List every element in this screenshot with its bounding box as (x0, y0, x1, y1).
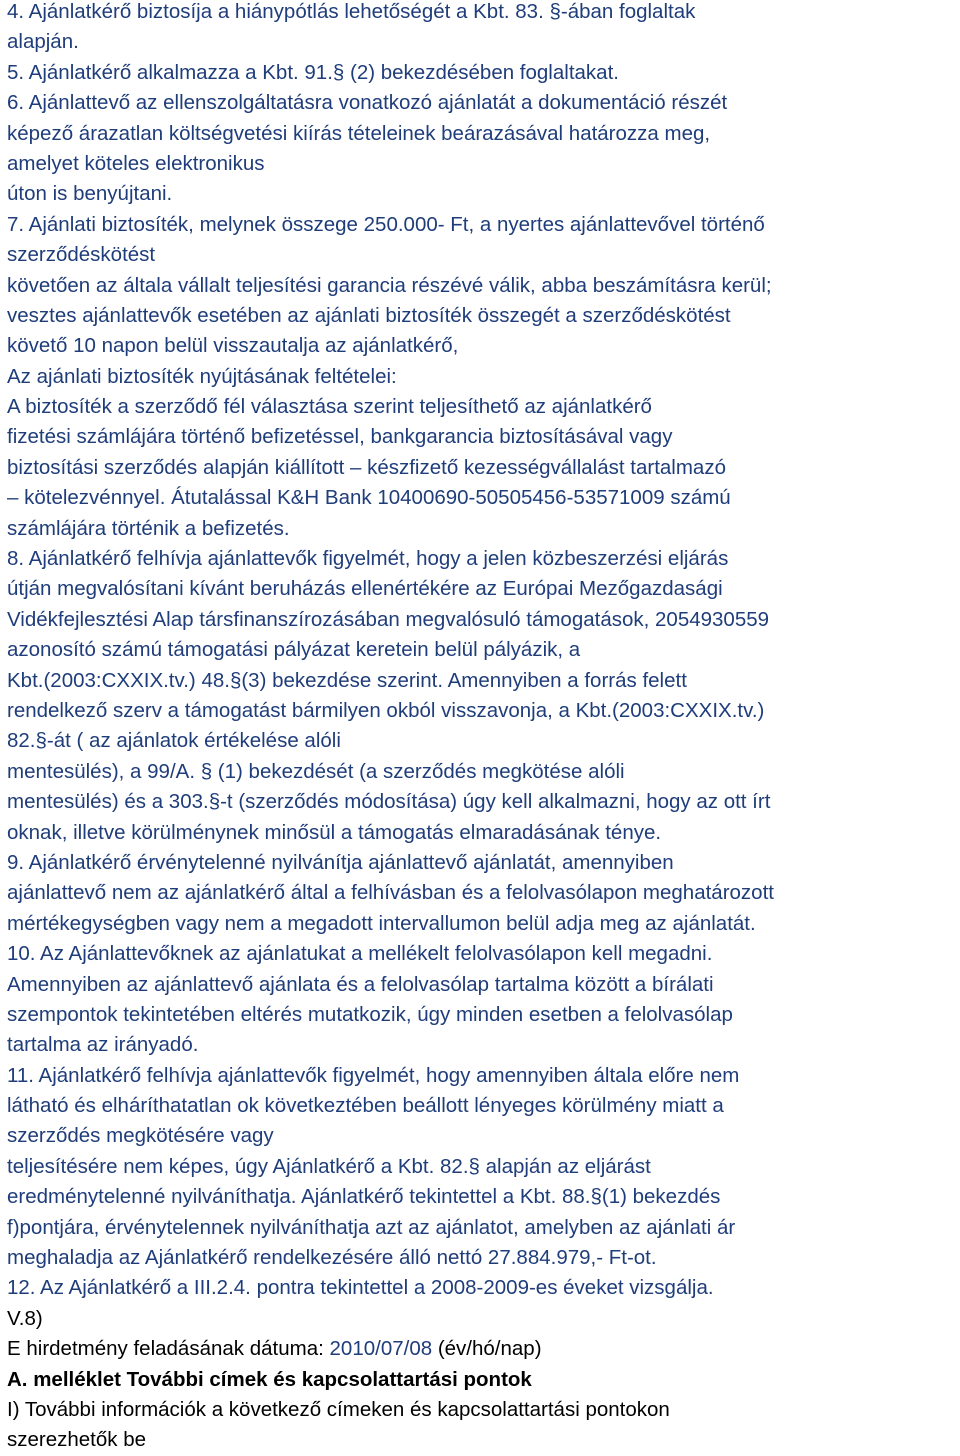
dispatch-date-label: E hirdetmény feladásának dátuma: (7, 1337, 324, 1361)
text-line: útján megvalósítani kívánt beruházás ellenértékére az Európai Mezőgazdasági (7, 577, 723, 601)
text-line: képező árazatlan költségvetési kiírás tételeinek beárazásával határozza meg, (7, 121, 711, 145)
annex-info-line-continued: szerezhetők be (7, 1428, 147, 1452)
text-line: szempontok tekintetében eltérés mutatkozik, úgy minden esetben a felolvasólap (7, 1002, 733, 1026)
text-line: 8. Ajánlatkérő felhívja ajánlattevők figyelmét, hogy a jelen közbeszerzési eljárás (7, 547, 729, 571)
text-line: azonosító számú támogatási pályázat keretein belül pályázik, a (7, 638, 581, 662)
text-line: 82.§-át ( az ajánlatok értékelése alóli (7, 729, 341, 753)
text-line: mértékegységben vagy nem a megadott intervallumon belül adja meg az ajánlatát. (7, 911, 756, 935)
dispatch-date-line (7, 1334, 959, 1364)
text-line: szerződéskötést (7, 243, 156, 267)
text-line: f)pontjára, érvénytelennek nyilváníthatja azt az ajánlatot, amelyben az ajánlati ár (7, 1215, 736, 1239)
text-line: amelyet köteles elektronikus (7, 151, 265, 175)
text-line: oknak, illetve körülménynek minősül a támogatás elmaradásának ténye. (7, 820, 662, 844)
text-line: ajánlattevő nem az ajánlatkérő által a felhívásban és a felolvasólapon meghatározott (7, 881, 774, 905)
annex-info-line: I) További információk a következő címeken és kapcsolattartási pontokon (7, 1397, 670, 1421)
text-line: 11. Ajánlatkérő felhívja ajánlattevők figyelmét, hogy amennyiben általa előre nem (7, 1063, 740, 1087)
text-line: 9. Ajánlatkérő érvénytelenné nyilvánítja ajánlattevő ajánlatát, amennyiben (7, 850, 674, 874)
text-line: 12. Az Ajánlatkérő a III.2.4. pontra tekintettel a 2008-2009-es éveket vizsgálja. (7, 1276, 714, 1300)
text-line: alapján. (7, 30, 79, 54)
text-line: eredménytelenné nyilváníthatja. Ajánlatkérő tekintettel a Kbt. 88.§(1) bekezdés (7, 1185, 721, 1209)
text-line: – kötelezvénnyel. Átutalással K&H Bank 10400690-50505456-53571009 számú (7, 486, 731, 510)
dispatch-date-value: 2010/07/08 (329, 1337, 433, 1361)
notice-paragraphs (7, 0, 959, 1304)
annex-title: A. melléklet További címek és kapcsolattartási pontok (7, 1367, 532, 1391)
text-line: fizetési számlájára történő befizetéssel, bankgarancia biztosításával vagy (7, 425, 673, 449)
text-line: Vidékfejlesztési Alap társfinanszírozásában megvalósuló támogatások, 2054930559 (7, 607, 770, 631)
dispatch-date-format: (év/hó/nap) (437, 1337, 542, 1361)
text-line: 6. Ajánlattevő az ellenszolgáltatásra vonatkozó ajánlatát a dokumentáció részét (7, 91, 728, 115)
text-line: mentesülés) és a 303.§-t (szerződés módosítása) úgy kell alkalmazni, hogy az ott írt (7, 790, 771, 814)
text-line: mentesülés), a 99/A. § (1) bekezdését (a szerződés megkötése alóli (7, 759, 625, 783)
text-line: biztosítási szerződés alapján kiállított – készfizető kezességvállalást tartalmazó (7, 455, 726, 479)
text-line: Az ajánlati biztosíték nyújtásának feltételei: (7, 364, 397, 388)
text-line: rendelkező szerv a támogatást bármilyen okból visszavonja, a Kbt.(2003:CXXIX.tv.) (7, 698, 765, 722)
text-line: Kbt.(2003:CXXIX.tv.) 48.§(3) bekezdése szerint. Amennyiben a forrás felett (7, 668, 687, 692)
text-line: követő 10 napon belül visszautalja az ajánlatkérő, (7, 334, 459, 358)
text-line: meghaladja az Ajánlatkérő rendelkezésére álló nettó 27.884.979,- Ft-ot. (7, 1246, 657, 1270)
text-line: 5. Ajánlatkérő alkalmazza a Kbt. 91.§ (2) bekezdésében foglaltakat. (7, 60, 619, 84)
text-line: vesztes ajánlattevők esetében az ajánlati biztosíték összegét a szerződéskötést (7, 303, 731, 327)
text-line: szerződés megkötésére vagy (7, 1124, 274, 1148)
text-line: teljesítésére nem képes, úgy Ajánlatkérő a Kbt. 82.§ alapján az eljárást (7, 1154, 651, 1178)
text-line: 10. Az Ajánlattevőknek az ajánlatukat a mellékelt felolvasólapon kell megadni. (7, 942, 713, 966)
text-line: 4. Ajánlatkérő biztosíja a hiánypótlás lehetőségét a Kbt. 83. §-ában foglaltak (7, 0, 696, 23)
section-reference: V.8) (7, 1306, 43, 1330)
text-line: tartalma az irányadó. (7, 1033, 199, 1057)
text-line: Amennyiben az ajánlattevő ajánlata és a felolvasólap tartalma között a bírálati (7, 972, 714, 996)
text-line: látható és elháríthatatlan ok következtében beállott lényeges körülmény miatt a (7, 1094, 724, 1118)
text-line: 7. Ajánlati biztosíték, melynek összege 250.000- Ft, a nyertes ajánlattevővel történő (7, 212, 765, 236)
text-line: A biztosíték a szerződő fél választása szerint teljesíthető az ajánlatkérő (7, 395, 652, 419)
text-line: úton is benyújtani. (7, 182, 173, 206)
document-body (7, 0, 959, 1456)
text-line: követően az általa vállalt teljesítési garancia részévé válik, abba beszámításra kerül; (7, 273, 772, 297)
text-line: számlájára történik a befizetés. (7, 516, 290, 540)
